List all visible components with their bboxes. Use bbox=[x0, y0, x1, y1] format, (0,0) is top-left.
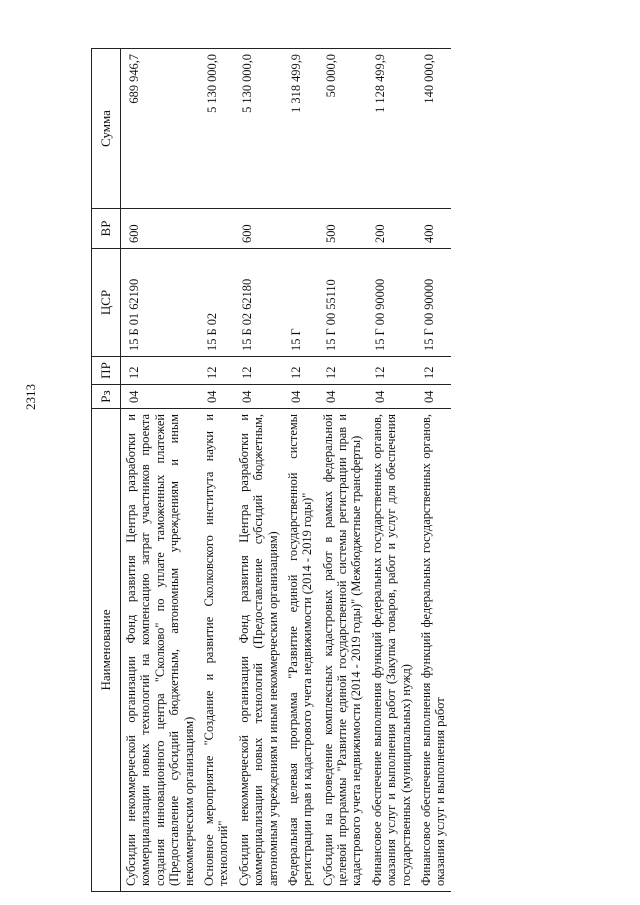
row-sum: 140 000,0 bbox=[416, 49, 451, 209]
budget-table bbox=[91, 48, 451, 892]
row-pr: 12 bbox=[416, 357, 451, 385]
row-rz: 04 bbox=[416, 385, 451, 409]
row-vr: 200 bbox=[367, 209, 416, 249]
row-pr: 12 bbox=[121, 357, 199, 385]
row-csr: 15 Б 01 62190 bbox=[121, 249, 199, 357]
row-sum: 5 130 000,0 bbox=[199, 49, 234, 209]
header-row bbox=[92, 49, 121, 892]
table-row bbox=[367, 49, 416, 892]
row-sum: 50 000,0 bbox=[318, 49, 367, 209]
header-sum: Сумма bbox=[92, 49, 121, 209]
row-pr: 12 bbox=[318, 357, 367, 385]
row-pr: 12 bbox=[199, 357, 234, 385]
row-sum: 1 318 499,9 bbox=[283, 49, 318, 209]
table-row bbox=[199, 49, 234, 892]
row-rz: 04 bbox=[234, 385, 283, 409]
row-pr: 12 bbox=[367, 357, 416, 385]
table-row bbox=[121, 49, 199, 892]
header-name: Наименование bbox=[92, 409, 121, 892]
row-csr: 15 Б 02 62180 bbox=[234, 249, 283, 357]
rotated-page-content bbox=[91, 49, 606, 892]
header-csr: ЦСР bbox=[92, 249, 121, 357]
row-csr: 15 Г 00 55110 bbox=[318, 249, 367, 357]
row-csr: 15 Г 00 90000 bbox=[416, 249, 451, 357]
row-pr: 12 bbox=[283, 357, 318, 385]
row-vr: 500 bbox=[318, 209, 367, 249]
row-name: Субсидии некоммерческой организации Фонд развития Центра разработки и коммерциализации новых технологий (Предоставление субсидий бюджетным, автономным учреждениям и иным некоммерческим организациям) bbox=[234, 409, 283, 892]
row-vr: 600 bbox=[121, 209, 199, 249]
row-name: Субсидии некоммерческой организации Фонд развития Центра разработки и коммерциализации новых технологий на компенсацию затрат участников проекта создания инновационного центра "Сколково" по уплате таможенных платежей (Предоставление субсидий бюджетным, автономным учреждениям и иным некоммерческим организациям) bbox=[121, 409, 199, 892]
row-rz: 04 bbox=[283, 385, 318, 409]
row-sum: 5 130 000,0 bbox=[234, 49, 283, 209]
row-name: Финансовое обеспечение выполнения функций федеральных государственных органов, оказания услуг и выполнения работ (Закупка товаров, работ и услуг для обеспечения государственных (муниципальных) нужд) bbox=[367, 409, 416, 892]
header-rz: Рз bbox=[92, 385, 121, 409]
row-vr: 400 bbox=[416, 209, 451, 249]
row-rz: 04 bbox=[318, 385, 367, 409]
row-name: Основное мероприятие "Создание и развитие Сколковского института науки и технологий" bbox=[199, 409, 234, 892]
row-name: Финансовое обеспечение выполнения функций федеральных государственных органов, оказания услуг и выполнения работ bbox=[416, 409, 451, 892]
row-rz: 04 bbox=[121, 385, 199, 409]
table-row bbox=[416, 49, 451, 892]
row-csr: 15 Г bbox=[283, 249, 318, 357]
row-name: Субсидии на проведение комплексных кадастровых работ в рамках федеральной целевой программы "Развитие единой государственной системы регистрации прав и кадастрового учета недвижимости (2014 - 2019 годы)" (Межбюджетные трансферты) bbox=[318, 409, 367, 892]
row-rz: 04 bbox=[199, 385, 234, 409]
row-sum: 689 946,7 bbox=[121, 49, 199, 209]
row-vr: 600 bbox=[234, 209, 283, 249]
row-vr bbox=[199, 209, 234, 249]
row-vr bbox=[283, 209, 318, 249]
row-pr: 12 bbox=[234, 357, 283, 385]
table-row bbox=[234, 49, 283, 892]
table-body bbox=[121, 49, 451, 892]
row-sum: 1 128 499,9 bbox=[367, 49, 416, 209]
page-number: 2313 bbox=[23, 384, 38, 410]
table-row bbox=[283, 49, 318, 892]
header-pr: ПР bbox=[92, 357, 121, 385]
table-row bbox=[318, 49, 367, 892]
table-header bbox=[92, 49, 121, 892]
row-csr: 15 Б 02 bbox=[199, 249, 234, 357]
row-csr: 15 Г 00 90000 bbox=[367, 249, 416, 357]
header-vr: ВР bbox=[92, 209, 121, 249]
row-name: Федеральная целевая программа "Развитие единой государственной системы регистрации прав и кадастрового учета недвижимости (2014 - 2019 годы)" bbox=[283, 409, 318, 892]
row-rz: 04 bbox=[367, 385, 416, 409]
